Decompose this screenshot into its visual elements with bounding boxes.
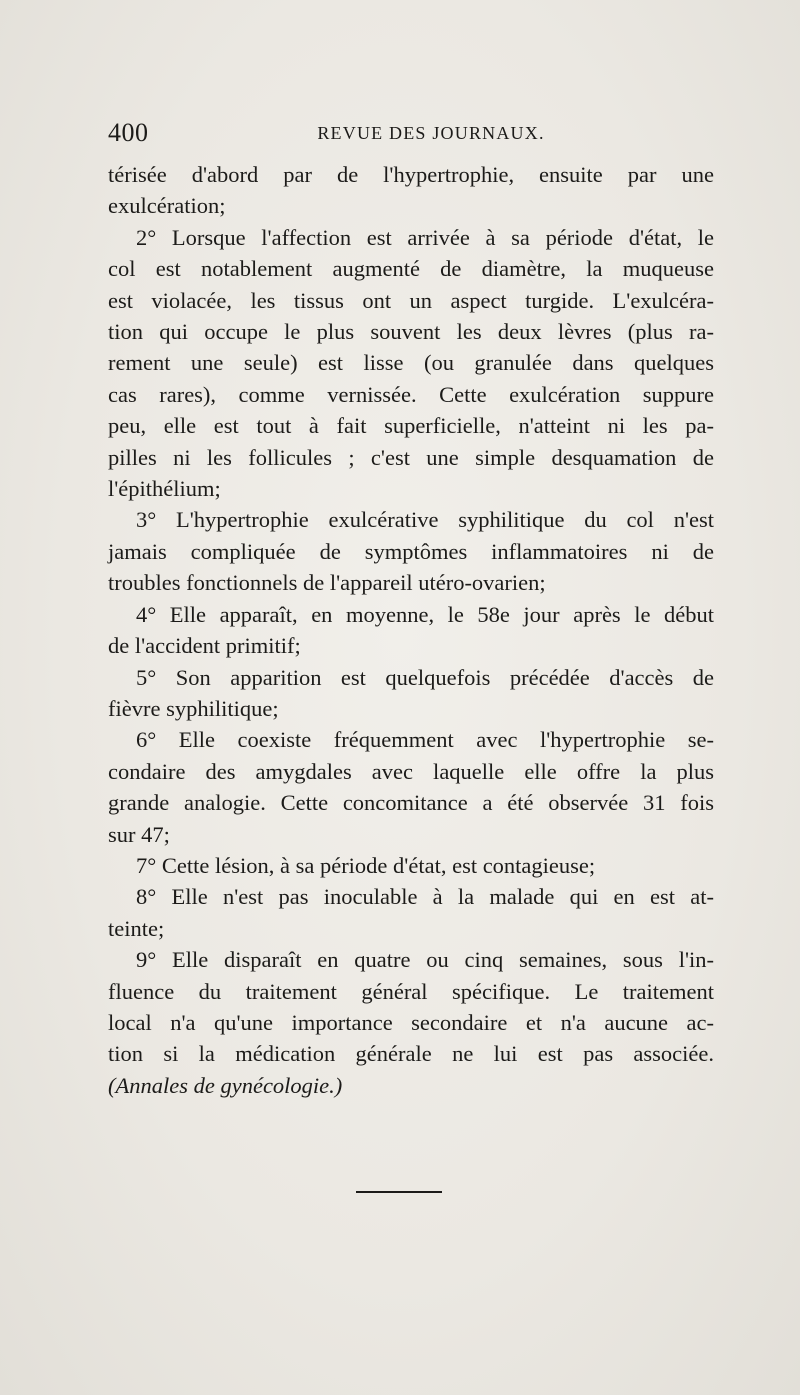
page-number: 400	[108, 118, 149, 147]
text-line: col est notablement augmenté de diamètre, la muqueuse	[108, 256, 714, 282]
body-text	[108, 159, 714, 1101]
text-line: tion qui occupe le plus souvent les deux lèvres (plus ra-	[108, 319, 714, 345]
text-line: teinte;	[108, 915, 165, 941]
end-rule	[356, 1191, 442, 1193]
text-line: 5° Son apparition est quelquefois précédée d'accès de	[136, 664, 714, 690]
text-line: jamais compliquée de symptômes inflammatoires ni de	[108, 538, 714, 564]
text-line: tion si la médication générale ne lui est pas associée.	[108, 1041, 714, 1067]
text-line: cas rares), comme vernissée. Cette exulcération suppure	[108, 381, 714, 407]
text-line: 8° Elle n'est pas inoculable à la malade qui en est at-	[136, 884, 714, 910]
page-header	[108, 118, 730, 150]
text-line: 7° Cette lésion, à sa période d'état, est contagieuse;	[136, 852, 596, 878]
text-line: térisée d'abord par de l'hypertrophie, ensuite par une	[108, 162, 714, 187]
text-line: 2° Lorsque l'affection est arrivée à sa période d'état, le	[136, 224, 714, 250]
text-line: 4° Elle apparaît, en moyenne, le 58e jour après le début	[136, 601, 714, 627]
text-line: 6° Elle coexiste fréquemment avec l'hypertrophie se-	[136, 727, 714, 753]
text-line: exulcération;	[108, 193, 226, 219]
text-line: pilles ni les follicules ; c'est une simple desquamation de	[108, 444, 714, 470]
text-line: est violacée, les tissus ont un aspect turgide. L'exulcéra-	[108, 287, 714, 313]
text-line: sur 47;	[108, 821, 170, 847]
text-line: 9° Elle disparaît en quatre ou cinq semaines, sous l'in-	[136, 947, 714, 973]
text-line: troubles fonctionnels de l'appareil utéro-ovarien;	[108, 570, 546, 596]
text-line: l'épithélium;	[108, 476, 221, 502]
text-line: fluence du traitement général spécifique. Le traitement	[108, 978, 714, 1004]
text-line: peu, elle est tout à fait superficielle, n'atteint ni les pa-	[108, 413, 714, 439]
running-title: REVUE DES JOURNAUX.	[317, 123, 545, 143]
text-line: 3° L'hypertrophie exulcérative syphilitique du col n'est	[136, 507, 714, 533]
citation: (Annales de gynécologie.)	[108, 1072, 343, 1098]
text-line: de l'accident primitif;	[108, 633, 301, 659]
text-line: local n'a qu'une importance secondaire et n'a aucune ac-	[108, 1009, 714, 1035]
text-line: fièvre syphilitique;	[108, 695, 279, 721]
text-line: rement une seule) est lisse (ou granulée dans quelques	[108, 350, 714, 376]
text-line: grande analogie. Cette concomitance a été observée 31 fois	[108, 790, 714, 816]
text-line: condaire des amygdales avec laquelle elle offre la plus	[108, 758, 714, 784]
